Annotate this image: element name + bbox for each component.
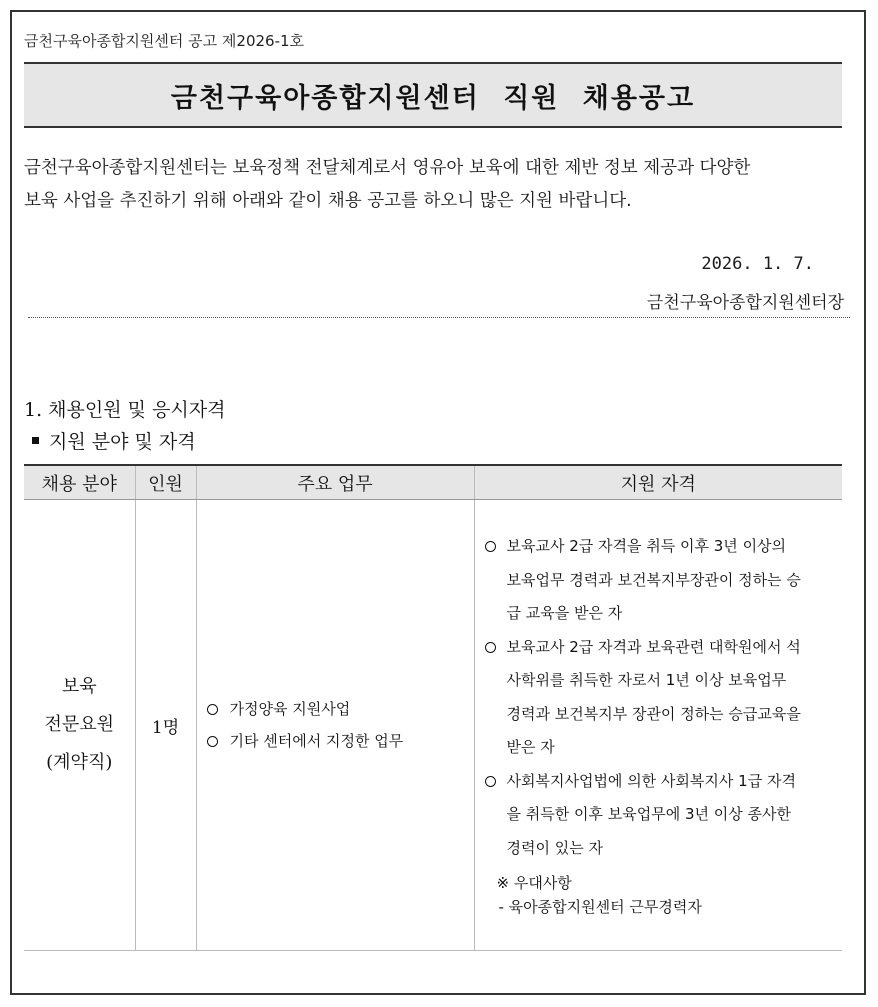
subsection-label: 지원 분야 및 자격 (49, 431, 196, 453)
circle-bullet-icon (207, 704, 218, 715)
duty-item (207, 693, 474, 725)
field-cell (24, 500, 135, 951)
preference-section (483, 871, 837, 919)
qualification-line: 받은 자 (506, 738, 555, 756)
header-field: 채용 분야 (24, 465, 135, 500)
qualification-line: 경력이 있는 자 (506, 838, 603, 857)
intro-line: 보육 사업을 추진하기 위해 아래와 같이 채용 공고를 하오니 많은 지원 바랍니다. (24, 191, 632, 211)
qualification-item (483, 765, 837, 866)
preference-title: ※ 우대사항 (496, 874, 572, 892)
field-line: 전문요원 (44, 714, 115, 735)
preference-item: - 육아종합지원센터 근무경력자 (498, 898, 702, 916)
qualification-item (483, 631, 837, 765)
duty-item (207, 725, 474, 757)
document-title: 금천구육아종합지원센터 직원 채용공고 (170, 82, 696, 114)
header-headcount: 인원 (135, 465, 196, 500)
field-line: 보육 (61, 676, 97, 697)
subsection-title (32, 427, 196, 454)
qualification-line: 경력과 보건복지부 장관이 정하는 승급교육을 (506, 704, 801, 723)
intro-line: 금천구육아종합지원센터는 보육정책 전달체계로서 영유아 보육에 대한 제반 정보 제공과 다양한 (24, 158, 751, 178)
qualification-line: 보육교사 2급 자격과 보육관련 대학원에서 석 (506, 637, 801, 656)
duty-text: 기타 센터에서 지정한 업무 (229, 732, 404, 750)
dotted-divider (28, 317, 850, 318)
table-row (24, 500, 842, 951)
qualification-line: 보육교사 2급 자격을 취득 이후 3년 이상의 (506, 537, 787, 555)
square-bullet-icon (32, 437, 39, 444)
header-qualifications: 지원 자격 (474, 465, 842, 500)
recruitment-table (24, 464, 842, 951)
qualification-line: 사학위를 취득한 자로서 1년 이상 보육업무 (506, 671, 787, 689)
headcount-cell: 1명 (135, 500, 196, 951)
qualifications-cell (474, 500, 842, 951)
duty-text: 가정양육 지원사업 (229, 700, 351, 718)
qualification-line: 사회복지사업법에 의한 사회복지사 1급 자격 (506, 771, 796, 790)
intro-paragraph (24, 152, 854, 218)
circle-bullet-icon (485, 642, 496, 653)
qualification-line: 을 취득한 이후 보육업무에 3년 이상 종사한 (506, 805, 791, 823)
header-duties: 주요 업무 (196, 465, 474, 500)
table-header-row (24, 465, 842, 500)
issuer-name: 금천구육아종합지원센터장 (646, 293, 844, 313)
circle-bullet-icon (485, 541, 496, 552)
duties-cell (196, 500, 474, 951)
field-line: (계약직) (46, 752, 113, 773)
notice-date: 2026. 1. 7. (701, 254, 814, 274)
notice-number: 금천구육아종합지원센터 공고 제2026-1호 (24, 32, 305, 50)
title-bar (24, 62, 842, 128)
qualification-line: 보육업무 경력과 보건복지부장관이 정하는 승 (506, 570, 801, 589)
circle-bullet-icon (485, 776, 496, 787)
qualification-item (483, 530, 837, 631)
section-title: 1. 채용인원 및 응시자격 (24, 399, 226, 421)
circle-bullet-icon (207, 736, 218, 747)
qualification-line: 급 교육을 받은 자 (506, 604, 623, 622)
